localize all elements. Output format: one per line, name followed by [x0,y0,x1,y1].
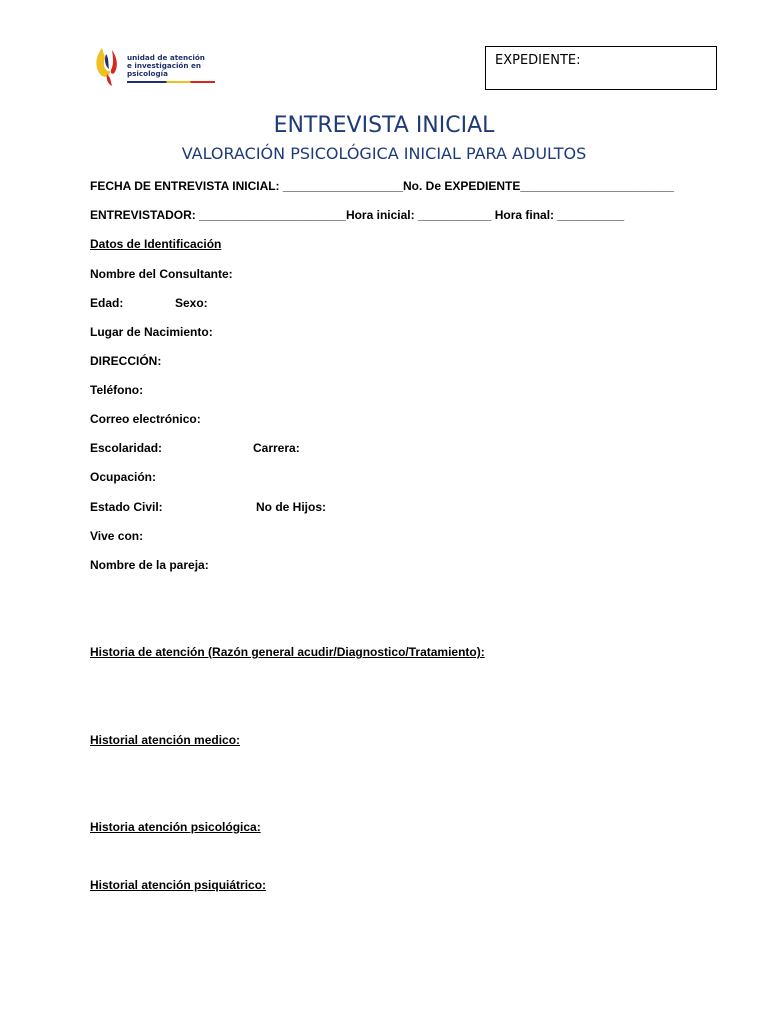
section-identificacion: Datos de Identificación [90,237,222,251]
section-historial-medico: Historial atención medico: [90,733,241,747]
field-no-hijos: No de Hijos: [256,500,327,514]
field-direccion: DIRECCIÓN: [90,354,162,368]
field-sexo: Sexo: [175,296,208,310]
field-edad: Edad: [90,296,124,310]
expediente-box[interactable] [485,46,717,90]
document-subtitle: VALORACIÓN PSICOLÓGICA INICIAL PARA ADULTOS [181,144,587,163]
logo-color-bar [127,81,215,83]
fecha-line: FECHA DE ENTREVISTA INICIAL: __________________No. De EXPEDIENTE_______________________ [90,179,674,193]
section-historia-atencion: Historia de atención (Razón general acudir/Diagnostico/Tratamiento): [90,645,485,659]
logo-line-2: e investigación en [127,61,201,70]
field-correo: Correo electrónico: [90,412,201,426]
field-telefono: Teléfono: [90,383,144,397]
flame-logo-icon [92,44,124,88]
field-nombre-pareja: Nombre de la pareja: [90,558,209,572]
document-title: ENTREVISTA INICIAL [273,113,495,138]
field-nombre: Nombre del Consultante: [90,267,233,281]
field-ocupacion: Ocupación: [90,470,157,484]
entrevistador-line: ENTREVISTADOR: ______________________Hora inicial: ___________ Hora final: __________ [90,208,625,222]
institution-logo [92,44,222,88]
field-lugar-nacimiento: Lugar de Nacimiento: [90,325,213,339]
logo-line-1: unidad de atención [127,53,205,62]
section-historial-psiquiatrico: Historial atención psiquiátrico: [90,878,267,892]
section-historia-psicologica: Historia atención psicológica: [90,820,261,834]
field-carrera: Carrera: [253,441,300,455]
logo-text [127,54,205,78]
field-vive-con: Vive con: [90,529,144,543]
logo-line-3: psicología [127,69,168,78]
field-escolaridad: Escolaridad: [90,441,163,455]
expediente-label: EXPEDIENTE: [495,53,581,68]
field-estado-civil: Estado Civil: [90,500,163,514]
